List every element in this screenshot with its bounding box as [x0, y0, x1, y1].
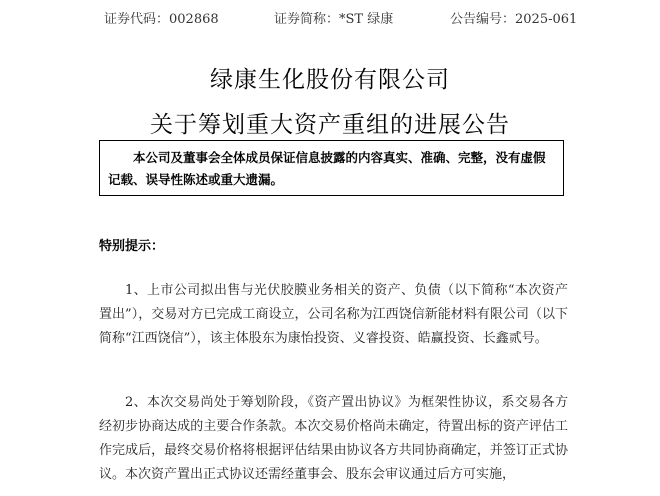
company-title: 绿康生化股份有限公司 — [210, 67, 450, 93]
special-note-heading: 特别提示： — [99, 239, 165, 254]
paragraph-2: 2、本次交易尚处于筹划阶段，《资产置出协议》为框架性协议，系交易各方经初步协商达成的主要合作条款。本次交易价格尚未确定，待置出标的资产评估工作完成后，最终交易价格将根据评估结果由协议各方共同协商确定，并签订正式协议。本次资产置出正式协议还需经董事会、股东会审议通过后方可实施， — [99, 395, 568, 482]
stock-code: 证券代码：002868 — [104, 12, 219, 27]
stock-name: 证券简称：*ST 绿康 — [274, 12, 394, 27]
disclosure-notice-box: 本公司及董事会全体成员保证信息披露的内容真实、准确、完整，没有虚假记载、误导性陈述或重大遗漏。 — [99, 140, 564, 196]
announcement-number: 公告编号：2025-061 — [450, 12, 578, 27]
paragraph-1: 1、上市公司拟出售与光伏胶膜业务相关的资产、负债（以下简称“本次资产置出”），交易对方已完成工商设立，公司名称为江西饶信新能材料有限公司（以下简称“江西饶信”），该主体股东为康怡投资、义睿投资、皓赢投资、长鑫贰号。 — [99, 283, 568, 346]
announcement-title: 关于筹划重大资产重组的进展公告 — [150, 112, 510, 138]
